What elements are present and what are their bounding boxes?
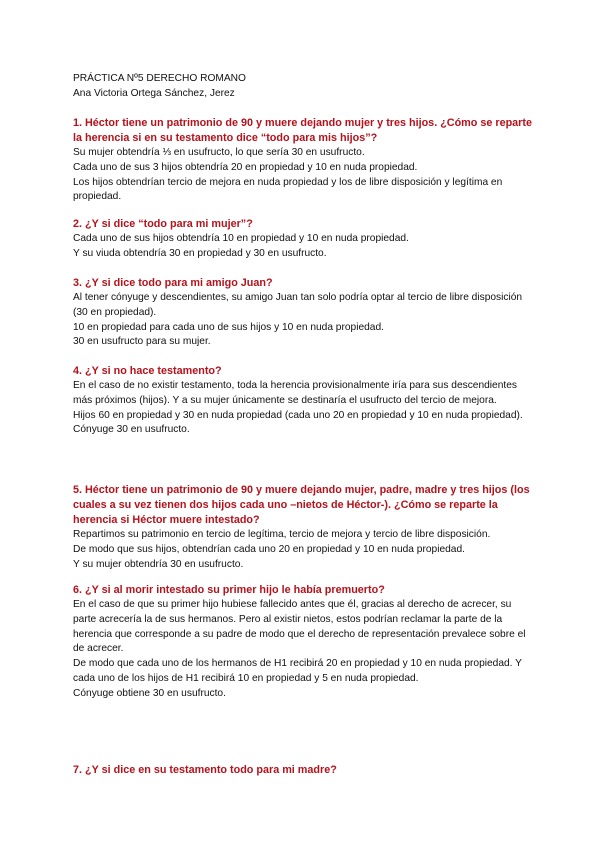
question-heading: 5. Héctor tiene un patrimonio de 90 y muere dejando mujer, padre, madre y tres hijos (los cuales a su vez tienen dos hijos cada uno –nietos de Héctor-). ¿Cómo se reparte la herencia si Héctor muere intestado? bbox=[73, 484, 530, 526]
question-section-6 bbox=[73, 583, 535, 702]
answer-paragraph: 10 en propiedad para cada uno de sus hijos y 10 en nuda propiedad. bbox=[73, 321, 384, 333]
answer-paragraph: Cada uno de sus 3 hijos obtendría 20 en propiedad y 10 en nuda propiedad. bbox=[73, 161, 418, 173]
answer-paragraph: Hijos 60 en propiedad y 30 en nuda propiedad (cada uno 20 en propiedad y 10 en nuda propiedad). bbox=[73, 409, 523, 421]
answer-paragraph: En el caso de no existir testamento, toda la herencia provisionalmente iría para sus descendientes más próximos (hijos). Y a su mujer únicamente se destinaría el usufructo del tercio de mejora. bbox=[73, 380, 517, 406]
question-section-3 bbox=[73, 276, 535, 350]
answer-paragraph: De modo que sus hijos, obtendrían cada uno 20 en propiedad y 10 en nuda propiedad. bbox=[73, 543, 465, 555]
question-heading: 3. ¿Y si dice todo para mi amigo Juan? bbox=[73, 277, 273, 289]
answer-paragraph: Los hijos obtendrían tercio de mejora en nuda propiedad y los de libre disposición y legítima en propiedad. bbox=[73, 176, 503, 203]
answer-paragraph: Cónyuge 30 en usufructo. bbox=[73, 424, 190, 436]
question-heading: 2. ¿Y si dice “todo para mi mujer”? bbox=[73, 218, 253, 230]
answer-paragraph: Su mujer obtendría ⅓ en usufructo, lo que sería 30 en usufructo. bbox=[73, 147, 365, 158]
answer-paragraph: 30 en usufructo para su mujer. bbox=[73, 336, 211, 348]
question-heading: 7. ¿Y si dice en su testamento todo para mi madre? bbox=[73, 764, 337, 776]
answer-paragraph: En el caso de que su primer hijo hubiese fallecido antes que él, gracias al derecho de acrecer, su parte acrecería la de sus hermanos. Pero al existir nietos, estos podrían reclamar la parte de la herencia que corresponde a su padre de modo que el derecho de representación prevalece sobre el de acrecer. bbox=[73, 599, 526, 655]
document-page bbox=[73, 71, 535, 101]
document-title: PRÁCTICA Nº5 DERECHO ROMANO bbox=[73, 73, 246, 84]
answer-paragraph: Y su viuda obtendría 30 en propiedad y 30 en usufructo. bbox=[73, 247, 327, 259]
question-section-7 bbox=[73, 763, 535, 778]
answer-paragraph: Y su mujer obtendría 30 en usufructo. bbox=[73, 558, 244, 570]
answer-paragraph: Repartimos su patrimonio en tercio de legítima, tercio de mejora y tercio de libre disposición. bbox=[73, 529, 491, 540]
answer-paragraph: Al tener cónyuge y descendientes, su amigo Juan tan solo podría optar al tercio de libre disposición (30 en propiedad). bbox=[73, 292, 523, 318]
question-heading: 4. ¿Y si no hace testamento? bbox=[73, 365, 222, 377]
question-section-1 bbox=[73, 116, 535, 205]
answer-paragraph: Cónyuge obtiene 30 en usufructo. bbox=[73, 687, 226, 699]
question-heading: 1. Héctor tiene un patrimonio de 90 y muere dejando mujer y tres hijos. ¿Cómo se reparte la herencia si en su testamento dice “todo para mis hijos”? bbox=[73, 117, 532, 144]
document-author: Ana Victoria Ortega Sánchez, Jerez bbox=[73, 88, 235, 99]
question-section-2 bbox=[73, 217, 535, 262]
answer-paragraph: Cada uno de sus hijos obtendría 10 en propiedad y 10 en nuda propiedad. bbox=[73, 233, 409, 244]
answer-paragraph: De modo que cada uno de los hermanos de H1 recibirá 20 en propiedad y 10 en nuda propiedad. Y cada uno de los hijos de H1 recibirá 10 en propiedad y 5 en nuda propiedad. bbox=[73, 658, 522, 684]
question-section-5 bbox=[73, 483, 535, 572]
question-heading: 6. ¿Y si al morir intestado su primer hijo le había premuerto? bbox=[73, 584, 385, 596]
question-section-4 bbox=[73, 364, 535, 438]
